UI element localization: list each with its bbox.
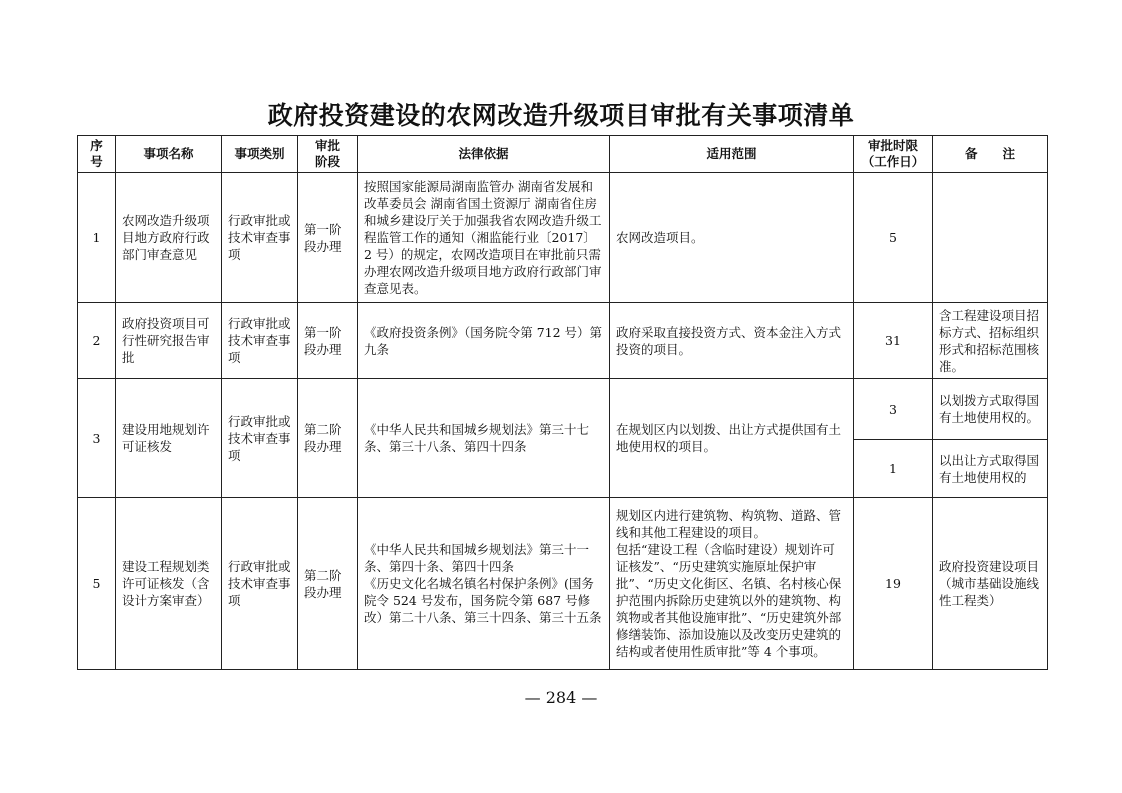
cell-remark: 以划拨方式取得国有土地使用权的。 xyxy=(933,379,1048,440)
cell-name: 建设工程规划类许可证核发（含设计方案审查） xyxy=(116,498,222,670)
cell-basis: 《中华人民共和国城乡规划法》第三十一条、第四十条、第四十四条 《历史文化名城名镇名村保护条例》(国务院令 524 号发布，国务院令第 687 号修改）第二十八条、第三十四条、第三十五条 xyxy=(358,498,610,670)
header-type: 事项类别 xyxy=(222,136,298,173)
cell-basis: 《中华人民共和国城乡规划法》第三十七条、第三十八条、第四十四条 xyxy=(358,379,610,498)
cell-remark: 政府投资建设项目（城市基础设施线性工程类） xyxy=(933,498,1048,670)
page-title: 政府投资建设的农网改造升级项目审批有关事项清单 xyxy=(267,101,855,130)
header-limit: 审批时限 （工作日） xyxy=(854,136,933,173)
cell-scope: 政府采取直接投资方式、资本金注入方式投资的项目。 xyxy=(610,303,854,379)
cell-type: 行政审批或技术审查事项 xyxy=(222,498,298,670)
cell-name: 建设用地规划许可证核发 xyxy=(116,379,222,498)
cell-remark: 含工程建设项目招标方式、招标组织形式和招标范围核准。 xyxy=(933,303,1048,379)
cell-seq: 1 xyxy=(78,173,116,303)
cell-stage: 第二阶段办理 xyxy=(298,379,358,498)
header-scope: 适用范围 xyxy=(610,136,854,173)
cell-limit: 19 xyxy=(854,498,933,670)
cell-basis: 按照国家能源局湖南监管办 湖南省发展和改革委员会 湖南省国土资源厅 湖南省住房和城乡建设厅关于加强我省农网改造升级工程监管工作的通知（湘监能行业〔2017〕2 号）的规定，农网改造项目在审批前只需办理农网改造升级项目地方政府行政部门审查意见表。 xyxy=(358,173,610,303)
header-name: 事项名称 xyxy=(116,136,222,173)
cell-remark: 以出让方式取得国有土地使用权的 xyxy=(933,440,1048,498)
header-stage: 审批 阶段 xyxy=(298,136,358,173)
cell-remark xyxy=(933,173,1048,303)
cell-limit: 3 xyxy=(854,379,933,440)
cell-stage: 第一阶段办理 xyxy=(298,303,358,379)
approval-items-table xyxy=(77,135,1048,670)
cell-seq: 5 xyxy=(78,498,116,670)
cell-type: 行政审批或技术审查事项 xyxy=(222,303,298,379)
cell-type: 行政审批或技术审查事项 xyxy=(222,173,298,303)
header-basis: 法律依据 xyxy=(358,136,610,173)
header-remark: 备 注 xyxy=(933,136,1048,173)
cell-seq: 2 xyxy=(78,303,116,379)
cell-name: 政府投资项目可行性研究报告审批 xyxy=(116,303,222,379)
header-seq: 序 号 xyxy=(78,136,116,173)
cell-limit: 5 xyxy=(854,173,933,303)
table-row xyxy=(78,379,1048,440)
cell-type: 行政审批或技术审查事项 xyxy=(222,379,298,498)
table-row xyxy=(78,303,1048,379)
page-number: — 284 — xyxy=(524,688,598,707)
cell-seq: 3 xyxy=(78,379,116,498)
cell-name: 农网改造升级项目地方政府行政部门审查意见 xyxy=(116,173,222,303)
cell-stage: 第二阶段办理 xyxy=(298,498,358,670)
table-row xyxy=(78,498,1048,670)
cell-limit: 1 xyxy=(854,440,933,498)
cell-limit: 31 xyxy=(854,303,933,379)
table-header-row xyxy=(78,136,1048,173)
cell-basis: 《政府投资条例》（国务院令第 712 号）第九条 xyxy=(358,303,610,379)
cell-scope: 在规划区内以划拨、出让方式提供国有土地使用权的项目。 xyxy=(610,379,854,498)
cell-scope: 农网改造项目。 xyxy=(610,173,854,303)
table-row xyxy=(78,173,1048,303)
cell-stage: 第一阶段办理 xyxy=(298,173,358,303)
cell-scope: 规划区内进行建筑物、构筑物、道路、管线和其他工程建设的项目。 包括“建设工程（含临时建设）规划许可证核发”、“历史建筑实施原址保护审批”、“历史文化街区、名镇、名村核心保护范围内拆除历史建筑以外的建筑物、构筑物或者其他设施审批”、“历史建筑外部修缮装饰、添加设施以及改变历史建筑的结构或者使用性质审批”等 4 个事项。 xyxy=(610,498,854,670)
